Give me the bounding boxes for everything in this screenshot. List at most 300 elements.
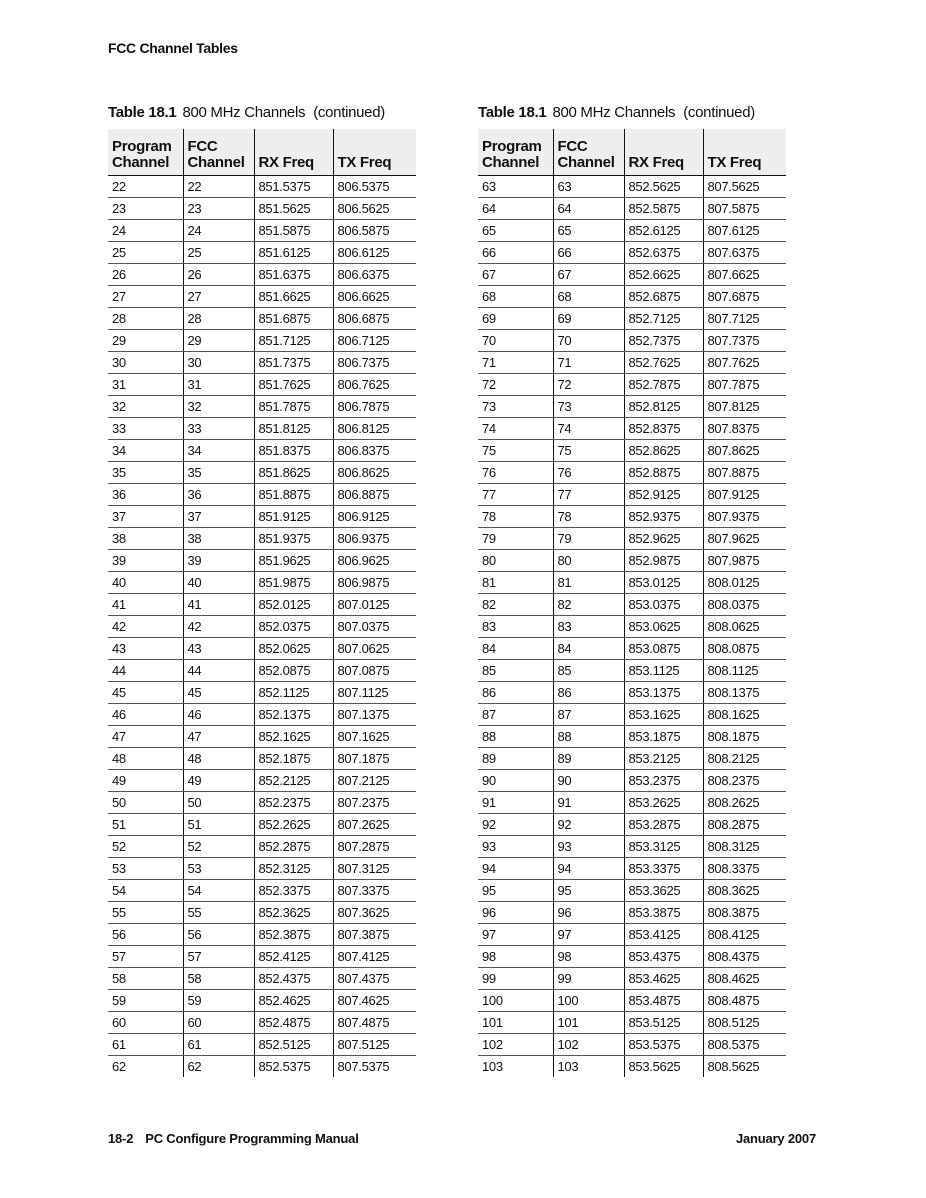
program-channel-cell: 58 — [108, 968, 183, 990]
fcc-channel-cell: 59 — [183, 990, 254, 1012]
table-row — [478, 858, 786, 880]
tx-freq-cell: 808.3375 — [703, 858, 786, 880]
table-row — [108, 242, 416, 264]
table-row — [108, 968, 416, 990]
tx-freq-cell: 807.6875 — [703, 286, 786, 308]
tx-freq-cell: 806.9125 — [333, 506, 416, 528]
table-row — [108, 836, 416, 858]
program-channel-cell: 73 — [478, 396, 553, 418]
tx-freq-cell: 808.2625 — [703, 792, 786, 814]
table-row — [478, 968, 786, 990]
program-channel-cell: 67 — [478, 264, 553, 286]
rx-freq-cell: 851.9375 — [254, 528, 333, 550]
fcc-channel-cell: 67 — [553, 264, 624, 286]
rx-freq-cell: 852.5875 — [624, 198, 703, 220]
header-row — [478, 129, 786, 176]
fcc-channel-cell: 34 — [183, 440, 254, 462]
rx-freq-cell: 853.2125 — [624, 748, 703, 770]
table-row — [478, 660, 786, 682]
table-row — [478, 330, 786, 352]
fcc-channel-cell: 79 — [553, 528, 624, 550]
header-row — [108, 129, 416, 176]
table-row — [478, 924, 786, 946]
fcc-channel-cell: 37 — [183, 506, 254, 528]
rx-freq-cell: 853.4375 — [624, 946, 703, 968]
rx-freq-cell: 852.3375 — [254, 880, 333, 902]
program-channel-cell: 43 — [108, 638, 183, 660]
rx-freq-cell: 851.6875 — [254, 308, 333, 330]
tx-freq-cell: 807.2875 — [333, 836, 416, 858]
tx-freq-cell: 807.1875 — [333, 748, 416, 770]
page-number: 18-2 — [108, 1131, 134, 1146]
rx-freq-cell: 853.1125 — [624, 660, 703, 682]
program-channel-cell: 87 — [478, 704, 553, 726]
rx-freq-cell: 851.8625 — [254, 462, 333, 484]
program-channel-cell: 75 — [478, 440, 553, 462]
fcc-channel-cell: 25 — [183, 242, 254, 264]
program-channel-cell: 80 — [478, 550, 553, 572]
fcc-channel-cell: 86 — [553, 682, 624, 704]
fcc-channel-cell: 50 — [183, 792, 254, 814]
program-channel-cell: 37 — [108, 506, 183, 528]
fcc-channel-cell: 33 — [183, 418, 254, 440]
tx-freq-cell: 807.2375 — [333, 792, 416, 814]
tx-freq-cell: 808.5125 — [703, 1012, 786, 1034]
program-channel-cell: 47 — [108, 726, 183, 748]
program-channel-cell: 50 — [108, 792, 183, 814]
rx-freq-cell: 852.8125 — [624, 396, 703, 418]
rx-freq-cell: 852.3625 — [254, 902, 333, 924]
table-row — [478, 528, 786, 550]
tx-freq-cell: 806.7125 — [333, 330, 416, 352]
rx-freq-cell: 852.9375 — [624, 506, 703, 528]
tx-freq-cell: 807.7875 — [703, 374, 786, 396]
program-channel-cell: 25 — [108, 242, 183, 264]
rx-freq-cell: 852.1125 — [254, 682, 333, 704]
tx-freq-cell: 808.4375 — [703, 946, 786, 968]
program-channel-cell: 30 — [108, 352, 183, 374]
table-row — [108, 990, 416, 1012]
table-row — [108, 1056, 416, 1078]
table-row — [108, 726, 416, 748]
program-channel-cell: 102 — [478, 1034, 553, 1056]
rx-freq-cell: 852.2375 — [254, 792, 333, 814]
fcc-channel-cell: 45 — [183, 682, 254, 704]
rx-freq-cell: 853.5375 — [624, 1034, 703, 1056]
fcc-channel-cell: 71 — [553, 352, 624, 374]
table-row — [108, 682, 416, 704]
fcc-channel-cell: 32 — [183, 396, 254, 418]
table-row — [108, 550, 416, 572]
table-row — [108, 176, 416, 198]
table-row — [108, 506, 416, 528]
table-body — [478, 176, 786, 1078]
fcc-channel-cell: 101 — [553, 1012, 624, 1034]
tx-freq-cell: 808.2875 — [703, 814, 786, 836]
table-row — [108, 484, 416, 506]
rx-freq-cell: 851.5875 — [254, 220, 333, 242]
rx-freq-cell: 852.6375 — [624, 242, 703, 264]
tx-freq-cell: 807.9625 — [703, 528, 786, 550]
rx-freq-cell: 852.7875 — [624, 374, 703, 396]
tx-freq-cell: 808.1375 — [703, 682, 786, 704]
table-row — [108, 440, 416, 462]
fcc-channel-cell: 51 — [183, 814, 254, 836]
fcc-channel-cell: 23 — [183, 198, 254, 220]
program-channel-cell: 36 — [108, 484, 183, 506]
fcc-channel-cell: 54 — [183, 880, 254, 902]
table-row — [108, 286, 416, 308]
fcc-channel-cell: 63 — [553, 176, 624, 198]
tx-freq-cell: 806.9875 — [333, 572, 416, 594]
table-row — [478, 176, 786, 198]
rx-freq-cell: 852.0375 — [254, 616, 333, 638]
program-channel-cell: 57 — [108, 946, 183, 968]
program-channel-cell: 89 — [478, 748, 553, 770]
tx-freq-cell: 806.8875 — [333, 484, 416, 506]
tx-freq-cell: 807.6375 — [703, 242, 786, 264]
rx-freq-cell: 852.4875 — [254, 1012, 333, 1034]
table-row — [108, 616, 416, 638]
tx-freq-cell: 808.3875 — [703, 902, 786, 924]
rx-freq-cell: 851.8375 — [254, 440, 333, 462]
rx-freq-cell: 852.6125 — [624, 220, 703, 242]
table-row — [478, 770, 786, 792]
table-row — [478, 242, 786, 264]
channel-table — [478, 129, 786, 1077]
fcc-channel-cell: 27 — [183, 286, 254, 308]
header-rx-freq: RX Freq — [254, 129, 333, 176]
tx-freq-cell: 807.4875 — [333, 1012, 416, 1034]
fcc-channel-cell: 24 — [183, 220, 254, 242]
table-row — [478, 550, 786, 572]
rx-freq-cell: 851.7875 — [254, 396, 333, 418]
rx-freq-cell: 852.5625 — [624, 176, 703, 198]
program-channel-cell: 72 — [478, 374, 553, 396]
tx-freq-cell: 807.1125 — [333, 682, 416, 704]
fcc-channel-cell: 85 — [553, 660, 624, 682]
tx-freq-cell: 808.3125 — [703, 836, 786, 858]
tx-freq-cell: 808.1125 — [703, 660, 786, 682]
table-number: Table 18.1 — [108, 104, 177, 121]
header-program-channel: Program Channel — [478, 129, 553, 176]
fcc-channel-cell: 80 — [553, 550, 624, 572]
table-row — [478, 220, 786, 242]
table-subtitle: (continued) — [683, 104, 755, 121]
table-row — [478, 902, 786, 924]
rx-freq-cell: 853.3625 — [624, 880, 703, 902]
rx-freq-cell: 853.3375 — [624, 858, 703, 880]
program-channel-cell: 51 — [108, 814, 183, 836]
table-row — [478, 792, 786, 814]
program-channel-cell: 97 — [478, 924, 553, 946]
tx-freq-cell: 807.7125 — [703, 308, 786, 330]
tx-freq-cell: 807.8125 — [703, 396, 786, 418]
program-channel-cell: 94 — [478, 858, 553, 880]
footer-date: January 2007 — [736, 1131, 816, 1146]
program-channel-cell: 82 — [478, 594, 553, 616]
program-channel-cell: 54 — [108, 880, 183, 902]
tx-freq-cell: 806.9375 — [333, 528, 416, 550]
program-channel-cell: 78 — [478, 506, 553, 528]
table-row — [478, 264, 786, 286]
table-row — [478, 506, 786, 528]
rx-freq-cell: 852.2625 — [254, 814, 333, 836]
fcc-channel-cell: 43 — [183, 638, 254, 660]
fcc-channel-cell: 102 — [553, 1034, 624, 1056]
table-row — [478, 572, 786, 594]
fcc-channel-cell: 103 — [553, 1056, 624, 1078]
tx-freq-cell: 807.4125 — [333, 946, 416, 968]
fcc-channel-cell: 89 — [553, 748, 624, 770]
rx-freq-cell: 852.9625 — [624, 528, 703, 550]
table-row — [478, 880, 786, 902]
table-row — [108, 1012, 416, 1034]
program-channel-cell: 39 — [108, 550, 183, 572]
table-row — [478, 616, 786, 638]
fcc-channel-cell: 68 — [553, 286, 624, 308]
rx-freq-cell: 853.1625 — [624, 704, 703, 726]
rx-freq-cell: 852.3125 — [254, 858, 333, 880]
tx-freq-cell: 808.1875 — [703, 726, 786, 748]
manual-title: PC Configure Programming Manual — [145, 1131, 359, 1146]
table-row — [108, 946, 416, 968]
table-row — [108, 638, 416, 660]
rx-freq-cell: 852.7625 — [624, 352, 703, 374]
table-row — [108, 792, 416, 814]
tx-freq-cell: 807.4375 — [333, 968, 416, 990]
rx-freq-cell: 852.7375 — [624, 330, 703, 352]
program-channel-cell: 59 — [108, 990, 183, 1012]
header-program-channel: Program Channel — [108, 129, 183, 176]
tx-freq-cell: 807.0875 — [333, 660, 416, 682]
fcc-channel-cell: 99 — [553, 968, 624, 990]
program-channel-cell: 101 — [478, 1012, 553, 1034]
tx-freq-cell: 807.2625 — [333, 814, 416, 836]
program-channel-cell: 93 — [478, 836, 553, 858]
fcc-channel-cell: 93 — [553, 836, 624, 858]
rx-freq-cell: 852.6875 — [624, 286, 703, 308]
table-row — [478, 704, 786, 726]
table-row — [108, 880, 416, 902]
program-channel-cell: 29 — [108, 330, 183, 352]
rx-freq-cell: 851.6375 — [254, 264, 333, 286]
header-tx-freq: TX Freq — [703, 129, 786, 176]
program-channel-cell: 22 — [108, 176, 183, 198]
rx-freq-cell: 852.1375 — [254, 704, 333, 726]
fcc-channel-cell: 78 — [553, 506, 624, 528]
fcc-channel-cell: 97 — [553, 924, 624, 946]
table-number: Table 18.1 — [478, 104, 547, 121]
table-row — [108, 858, 416, 880]
table-row — [478, 946, 786, 968]
program-channel-cell: 71 — [478, 352, 553, 374]
fcc-channel-cell: 57 — [183, 946, 254, 968]
tx-freq-cell: 807.0375 — [333, 616, 416, 638]
table-row — [108, 418, 416, 440]
rx-freq-cell: 853.0875 — [624, 638, 703, 660]
fcc-channel-cell: 48 — [183, 748, 254, 770]
rx-freq-cell: 852.8625 — [624, 440, 703, 462]
tx-freq-cell: 807.3625 — [333, 902, 416, 924]
tx-freq-cell: 807.9375 — [703, 506, 786, 528]
program-channel-cell: 95 — [478, 880, 553, 902]
table-row — [478, 396, 786, 418]
rx-freq-cell: 851.7125 — [254, 330, 333, 352]
fcc-channel-cell: 53 — [183, 858, 254, 880]
table-subtitle: (continued) — [313, 104, 385, 121]
program-channel-cell: 52 — [108, 836, 183, 858]
rx-freq-cell: 853.3875 — [624, 902, 703, 924]
tx-freq-cell: 807.1625 — [333, 726, 416, 748]
rx-freq-cell: 852.8875 — [624, 462, 703, 484]
program-channel-cell: 62 — [112, 1058, 126, 1074]
fcc-channel-cell: 26 — [183, 264, 254, 286]
program-channel-cell: 31 — [108, 374, 183, 396]
table-row — [478, 198, 786, 220]
fcc-channel-cell: 35 — [183, 462, 254, 484]
header-fcc-channel: FCC Channel — [183, 129, 254, 176]
rx-freq-cell: 851.6625 — [254, 286, 333, 308]
rx-freq-cell: 851.9625 — [254, 550, 333, 572]
tx-freq-cell: 807.5375 — [333, 1056, 416, 1078]
program-channel-cell: 48 — [108, 748, 183, 770]
table-row — [478, 638, 786, 660]
tx-freq-cell: 808.3625 — [703, 880, 786, 902]
tx-freq-cell: 808.4625 — [703, 968, 786, 990]
fcc-channel-cell: 100 — [553, 990, 624, 1012]
tx-freq-cell: 808.4875 — [703, 990, 786, 1012]
fcc-channel-cell: 91 — [553, 792, 624, 814]
tx-freq-cell: 808.5625 — [703, 1056, 786, 1078]
program-channel-cell: 63 — [478, 176, 553, 198]
program-channel-cell: 98 — [478, 946, 553, 968]
rx-freq-cell: 853.1375 — [624, 682, 703, 704]
tx-freq-cell: 807.8875 — [703, 462, 786, 484]
tx-freq-cell: 806.8625 — [333, 462, 416, 484]
table-row — [108, 814, 416, 836]
rx-freq-cell: 852.1875 — [254, 748, 333, 770]
fcc-channel-cell: 96 — [553, 902, 624, 924]
tx-freq-cell: 808.0125 — [703, 572, 786, 594]
program-channel-cell: 100 — [478, 990, 553, 1012]
fcc-channel-cell: 84 — [553, 638, 624, 660]
table-body — [108, 176, 416, 1078]
header-rx-freq: RX Freq — [624, 129, 703, 176]
fcc-channel-cell: 41 — [183, 594, 254, 616]
table-row — [108, 264, 416, 286]
rx-freq-cell: 853.4875 — [624, 990, 703, 1012]
fcc-channel-cell: 36 — [183, 484, 254, 506]
tx-freq-cell: 806.7875 — [333, 396, 416, 418]
rx-freq-cell: 852.0875 — [254, 660, 333, 682]
channel-table-left — [108, 103, 416, 1077]
fcc-channel-cell: 82 — [553, 594, 624, 616]
tx-freq-cell: 806.8125 — [333, 418, 416, 440]
fcc-channel-cell: 39 — [183, 550, 254, 572]
fcc-channel-cell: 74 — [553, 418, 624, 440]
running-header-title: FCC Channel Tables — [108, 40, 238, 56]
tx-freq-cell: 807.2125 — [333, 770, 416, 792]
rx-freq-cell: 853.0375 — [624, 594, 703, 616]
program-channel-cell: 66 — [478, 242, 553, 264]
table-row — [108, 594, 416, 616]
channel-table — [108, 129, 416, 1077]
table-row — [108, 330, 416, 352]
rx-freq-cell: 852.4625 — [254, 990, 333, 1012]
table-row — [108, 308, 416, 330]
fcc-channel-cell: 65 — [553, 220, 624, 242]
fcc-channel-cell: 87 — [553, 704, 624, 726]
program-channel-cell: 34 — [108, 440, 183, 462]
tx-freq-cell: 806.6125 — [333, 242, 416, 264]
rx-freq-cell: 852.2125 — [254, 770, 333, 792]
program-channel-cell: 53 — [108, 858, 183, 880]
tx-freq-cell: 807.8625 — [703, 440, 786, 462]
tx-freq-cell: 807.0625 — [333, 638, 416, 660]
rx-freq-cell: 853.2625 — [624, 792, 703, 814]
rx-freq-cell: 851.5375 — [254, 176, 333, 198]
table-row — [478, 484, 786, 506]
table-row — [108, 374, 416, 396]
table-row — [478, 308, 786, 330]
program-channel-cell: 92 — [478, 814, 553, 836]
rx-freq-cell: 852.8375 — [624, 418, 703, 440]
tx-freq-cell: 808.4125 — [703, 924, 786, 946]
table-title: 800 MHz Channels — [552, 104, 676, 121]
program-channel-cell: 45 — [108, 682, 183, 704]
fcc-channel-cell: 81 — [553, 572, 624, 594]
fcc-channel-cell: 90 — [553, 770, 624, 792]
tx-freq-cell: 807.9875 — [703, 550, 786, 572]
fcc-channel-cell: 47 — [183, 726, 254, 748]
rx-freq-cell: 851.7625 — [254, 374, 333, 396]
table-row — [478, 1012, 786, 1034]
fcc-channel-cell: 98 — [553, 946, 624, 968]
rx-freq-cell: 853.1875 — [624, 726, 703, 748]
program-channel-cell: 69 — [478, 308, 553, 330]
tx-freq-cell: 807.0125 — [333, 594, 416, 616]
program-channel-cell: 60 — [108, 1012, 183, 1034]
rx-freq-cell: 853.5625 — [624, 1056, 703, 1078]
fcc-channel-cell: 42 — [183, 616, 254, 638]
program-channel-cell: 90 — [478, 770, 553, 792]
tx-freq-cell: 806.7375 — [333, 352, 416, 374]
fcc-channel-cell: 49 — [183, 770, 254, 792]
table-row — [478, 748, 786, 770]
program-channel-cell: 61 — [108, 1034, 183, 1056]
fcc-channel-cell: 22 — [183, 176, 254, 198]
fcc-channel-cell: 55 — [183, 902, 254, 924]
table-caption — [478, 103, 786, 129]
program-channel-cell: 96 — [478, 902, 553, 924]
tx-freq-cell: 807.3375 — [333, 880, 416, 902]
tx-freq-cell: 808.1625 — [703, 704, 786, 726]
fcc-channel-cell: 46 — [183, 704, 254, 726]
table-row — [478, 418, 786, 440]
tx-freq-cell: 807.5625 — [703, 176, 786, 198]
rx-freq-cell: 852.7125 — [624, 308, 703, 330]
rx-freq-cell: 852.5375 — [254, 1056, 333, 1078]
tx-freq-cell: 808.0375 — [703, 594, 786, 616]
table-row — [108, 660, 416, 682]
program-channel-cell: 42 — [108, 616, 183, 638]
tx-freq-cell: 807.8375 — [703, 418, 786, 440]
rx-freq-cell: 853.4625 — [624, 968, 703, 990]
fcc-channel-cell: 92 — [553, 814, 624, 836]
rx-freq-cell: 852.3875 — [254, 924, 333, 946]
rx-freq-cell: 851.7375 — [254, 352, 333, 374]
